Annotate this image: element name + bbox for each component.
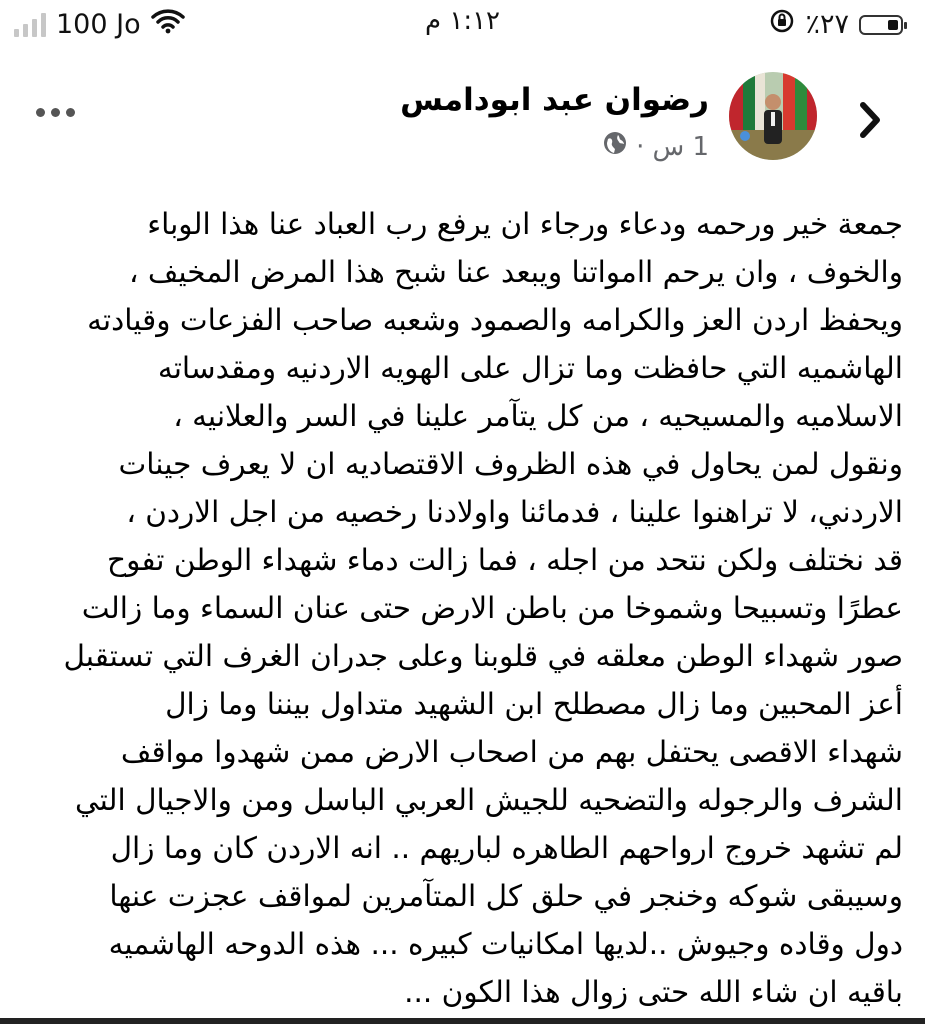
wifi-icon (151, 8, 185, 41)
post-text-line: جمعة خير ورحمه ودعاء ورجاء ان يرفع رب العباد عنا هذا الوباء (147, 207, 903, 241)
back-button[interactable] (853, 95, 887, 145)
post-text-line: الشرف والرجوله والتضحيه للجيش العربي الباسل ومن والاجيال التي (75, 783, 903, 817)
bottom-edge-bar (0, 1018, 925, 1024)
post-text-line: ونقول لمن يحاول في هذه الظروف الاقتصاديه ان لا يعرف جينات (118, 447, 903, 481)
post-text-line: لم تشهد خروج ارواحهم الطاهره لباريهم .. انه الاردن كان وما زال (110, 831, 903, 865)
post-meta (602, 130, 709, 163)
post-text-line: باقيه ان شاء الله حتى زوال هذا الكون ... (404, 975, 903, 1009)
post-text-line: الهاشميه التي حافظت وما تزال على الهويه الاردنيه ومقدساته (157, 351, 903, 385)
globe-icon[interactable] (602, 130, 628, 163)
author-name[interactable]: رضوان عبد ابودامس (400, 82, 709, 118)
post-body (36, 200, 903, 1016)
more-dots-icon (36, 108, 45, 117)
chevron-right-icon (853, 95, 887, 145)
post-text-line: والخوف ، وان يرحم اامواتنا ويبعد عنا شبح هذا المرض المخيف ، (128, 255, 903, 289)
status-right-group (14, 8, 185, 41)
signal-bars-icon (14, 13, 46, 37)
post-text-line: وسيبقى شوكه وخنجر في حلق كل المتآمرين لمواقف عجزت عنها (109, 879, 903, 913)
post-time[interactable]: 1 س (652, 131, 709, 162)
post-text-line: قد نختلف ولكن نتحد من اجله ، فما زالت دماء شهداء الوطن تفوح (107, 543, 903, 577)
post-text-line: ويحفظ اردن العز والكرامه والصمود وشعبه صاحب الفزعات وقيادته (87, 303, 903, 337)
post-text-line: أعز المحبين وما زال مصطلح ابن الشهيد متداول بيننا وما زال (165, 687, 903, 721)
post-text-line: الاردني، لا تراهنوا علينا ، فدمائنا واولادنا رخصيه من اجل الاردن ، (126, 495, 903, 529)
author-avatar[interactable] (729, 72, 817, 160)
post-text-line: عطرًا وتسبيحا وشموخا من باطن الارض حتى عنان السماء وما زالت (81, 591, 903, 625)
post-text-line: شهداء الاقصى يحتفل بهم من اصحاب الارض ممن شهدوا مواقف (120, 735, 903, 769)
post-header (0, 60, 925, 180)
post-text-line: دول وقاده وجيوش ..لديها امكانيات كبيره ... هذه الدوحه الهاشميه (108, 927, 903, 961)
battery-percent: ٪٢٧ (805, 9, 849, 40)
meta-separator: · (636, 131, 645, 162)
post-text-line: الاسلاميه والمسيحيه ، من كل يتآمر علينا في السر والعلانيه ، (173, 399, 903, 433)
status-bar (0, 0, 925, 48)
carrier-name: 100 Jo (56, 9, 141, 40)
status-time: ١:١٢ م (424, 6, 501, 36)
post-text-line: صور شهداء الوطن معلقه في قلوبنا وعلى جدران الغرف التي تستقبل (63, 639, 903, 673)
more-options-button[interactable] (36, 108, 76, 122)
